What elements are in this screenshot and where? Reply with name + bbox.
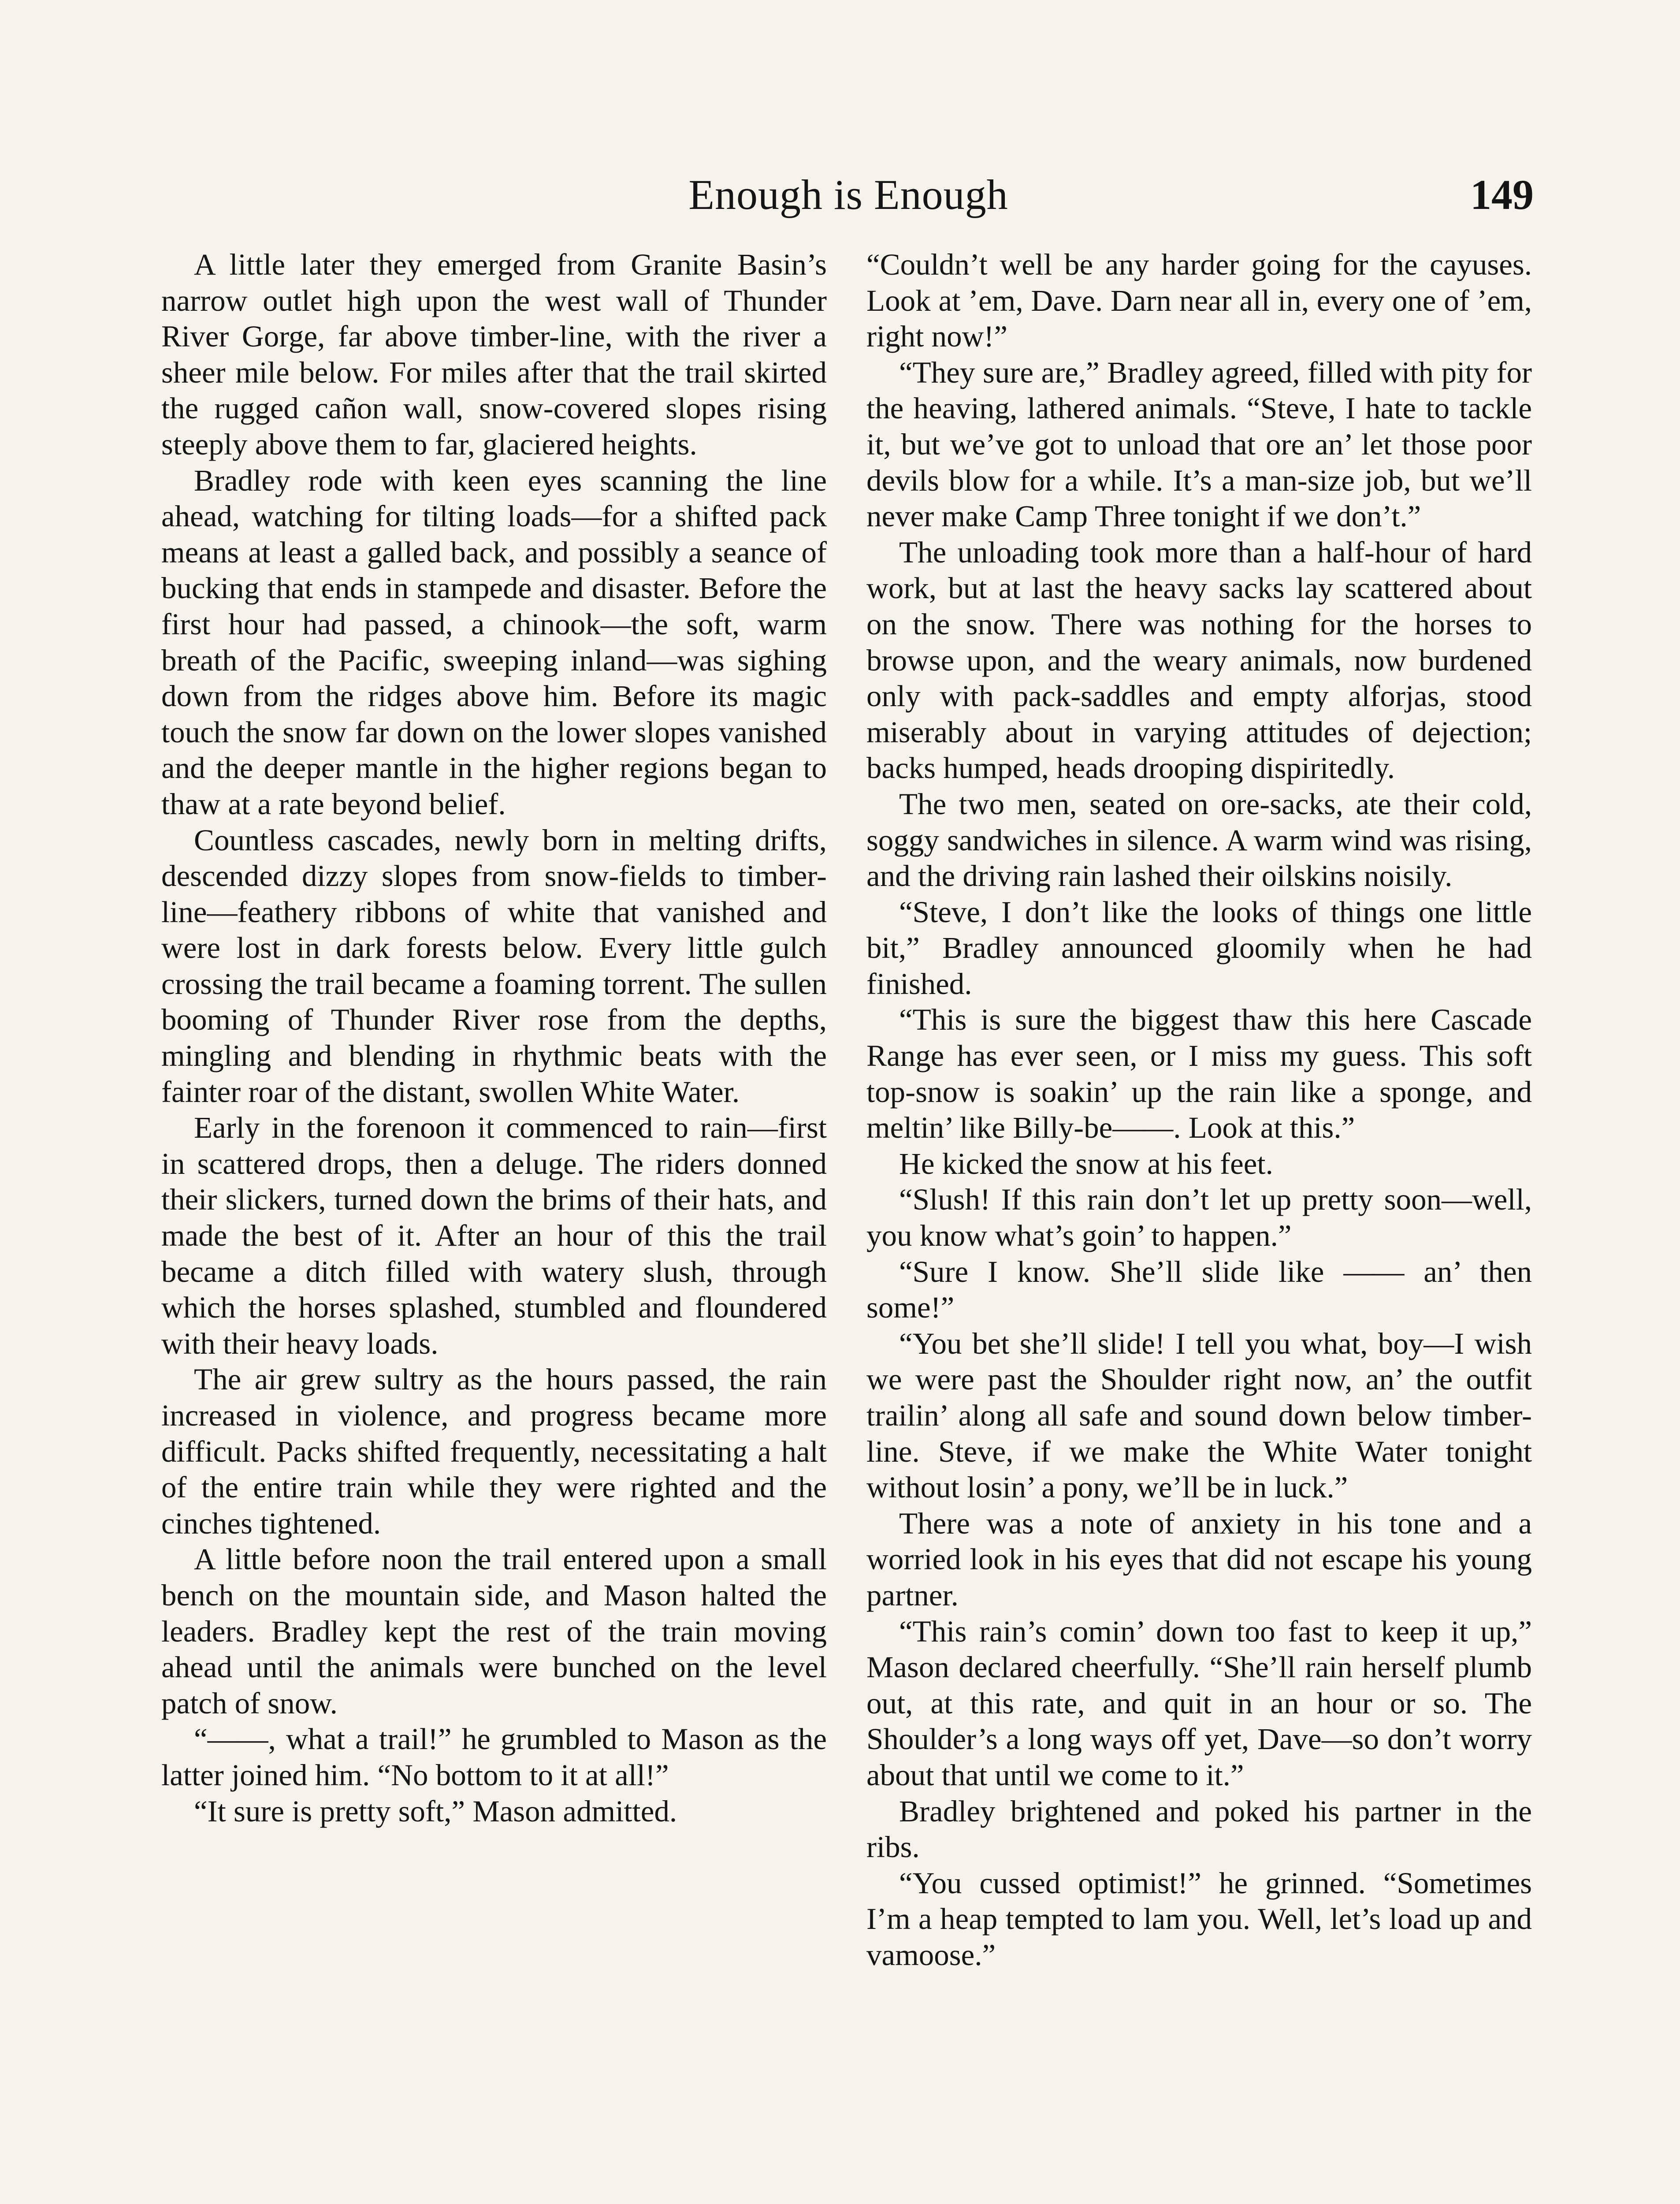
- left-column: [161, 247, 827, 1829]
- running-title: Enough is Enough: [688, 171, 1008, 218]
- paragraph: “It sure is pretty soft,” Mason admitted.: [194, 1794, 677, 1828]
- paragraph: “You bet she’ll slide! I tell you what, boy—I wish we were past the Shoulder right now, an’ the outfit trailin’ along all safe and sound down below timber-line. Steve, if we make the White Water tonight without losin’ a pony, we’ll be in luck.”: [866, 1326, 1532, 1504]
- paragraph: The unloading took more than a half-hour of hard work, but at last the heavy sacks lay scattered about on the snow. There was nothing for the horses to browse upon, and the weary animals, now burdened only with pack-saddles and empty alforjas, stood miserably about in varying attitudes of dejection; backs humped, heads drooping dispiritedly.: [866, 535, 1532, 785]
- paragraph: “——, what a trail!” he grumbled to Mason as the latter joined him. “No bottom to it at all!”: [161, 1722, 827, 1792]
- paragraph: Countless cascades, newly born in melting drifts, descended dizzy slopes from snow-fields to timber-line—feathery ribbons of white that vanished and were lost in dark forests below. Every little gulch crossing the trail became a foaming torrent. The sullen booming of Thunder River rose from the depths, mingling and blending in rhythmic beats with the fainter roar of the distant, swollen White Water.: [161, 823, 827, 1109]
- paragraph: “Slush! If this rain don’t let up pretty soon—well, you know what’s goin’ to happen.”: [866, 1183, 1532, 1253]
- paragraph: The air grew sultry as the hours passed, the rain increased in violence, and progress became more difficult. Packs shifted frequently, necessitating a halt of the entire train while they were righted and the cinches tightened.: [161, 1363, 827, 1540]
- paragraph-continued: “Couldn’t well be any harder going for the cayuses. Look at ’em, Dave. Darn near all in, every one of ’em, right now!”: [866, 248, 1532, 354]
- paragraph: The two men, seated on ore-sacks, ate their cold, soggy sandwiches in silence. A warm wind was rising, and the driving rain lashed their oilskins noisily.: [866, 787, 1532, 893]
- paragraph: Bradley rode with keen eyes scanning the line ahead, watching for tilting loads—for a shifted pack means at least a galled back, and possibly a seance of bucking that ends in stampede and disaster. Before the first hour had passed, a chinook—the soft, warm breath of the Pacific, sweeping inland—was sighing down from the ridges above him. Before its magic touch the snow far down on the lower slopes vanished and the deeper mantle in the higher regions began to thaw at a rate beyond belief.: [161, 463, 827, 821]
- paragraph: Early in the forenoon it commenced to rain—first in scattered drops, then a deluge. The riders donned their slickers, turned down the brims of their hats, and made the best of it. After an hour of this the trail became a ditch filled with watery slush, through which the horses splashed, stumbled and floundered with their heavy loads.: [161, 1111, 827, 1360]
- paragraph: “This rain’s comin’ down too fast to keep it up,” Mason declared cheerfully. “She’ll rain herself plumb out, at this rate, and quit in an hour or so. The Shoulder’s a long ways off yet, Dave—so don’t worry about that until we come to it.”: [866, 1614, 1532, 1792]
- paragraph: He kicked the snow at his feet.: [899, 1147, 1273, 1180]
- paragraph: “Sure I know. She’ll slide like —— an’ then some!”: [866, 1255, 1532, 1325]
- paragraph: “This is sure the biggest thaw this here Cascade Range has ever seen, or I miss my guess. This soft top-snow is soakin’ up the rain like a sponge, and meltin’ like Billy-be——. Look at this.”: [866, 1003, 1532, 1145]
- paragraph: “They sure are,” Bradley agreed, filled with pity for the heaving, lathered animals. “Steve, I hate to tackle it, but we’ve got to unload that ore an’ let those poor devils blow for a while. It’s a man-size job, but we’ll never make Camp Three tonight if we don’t.”: [866, 355, 1532, 533]
- page-number: 149: [1470, 171, 1534, 218]
- right-column: [866, 247, 1532, 1973]
- paragraph: Bradley brightened and poked his partner in the ribs.: [866, 1794, 1532, 1864]
- paragraph: There was a note of anxiety in his tone and a worried look in his eyes that did not escape his young partner.: [866, 1506, 1532, 1612]
- paragraph: “Steve, I don’t like the looks of things one little bit,” Bradley announced gloomily when he had finished.: [866, 895, 1532, 1001]
- paragraph: A little before noon the trail entered upon a small bench on the mountain side, and Mason halted the leaders. Bradley kept the rest of the train moving ahead until the animals were bunched on the level patch of snow.: [161, 1542, 827, 1720]
- paragraph: A little later they emerged from Granite Basin’s narrow outlet high upon the west wall of Thunder River Gorge, far above timber-line, with the river a sheer mile below. For miles after that the trail skirted the rugged cañon wall, snow-covered slopes rising steeply above them to far, glaciered heights.: [161, 248, 827, 461]
- page-header: [163, 168, 1534, 235]
- paragraph: “You cussed optimist!” he grinned. “Sometimes I’m a heap tempted to lam you. Well, let’s load up and vamoose.”: [866, 1866, 1532, 1972]
